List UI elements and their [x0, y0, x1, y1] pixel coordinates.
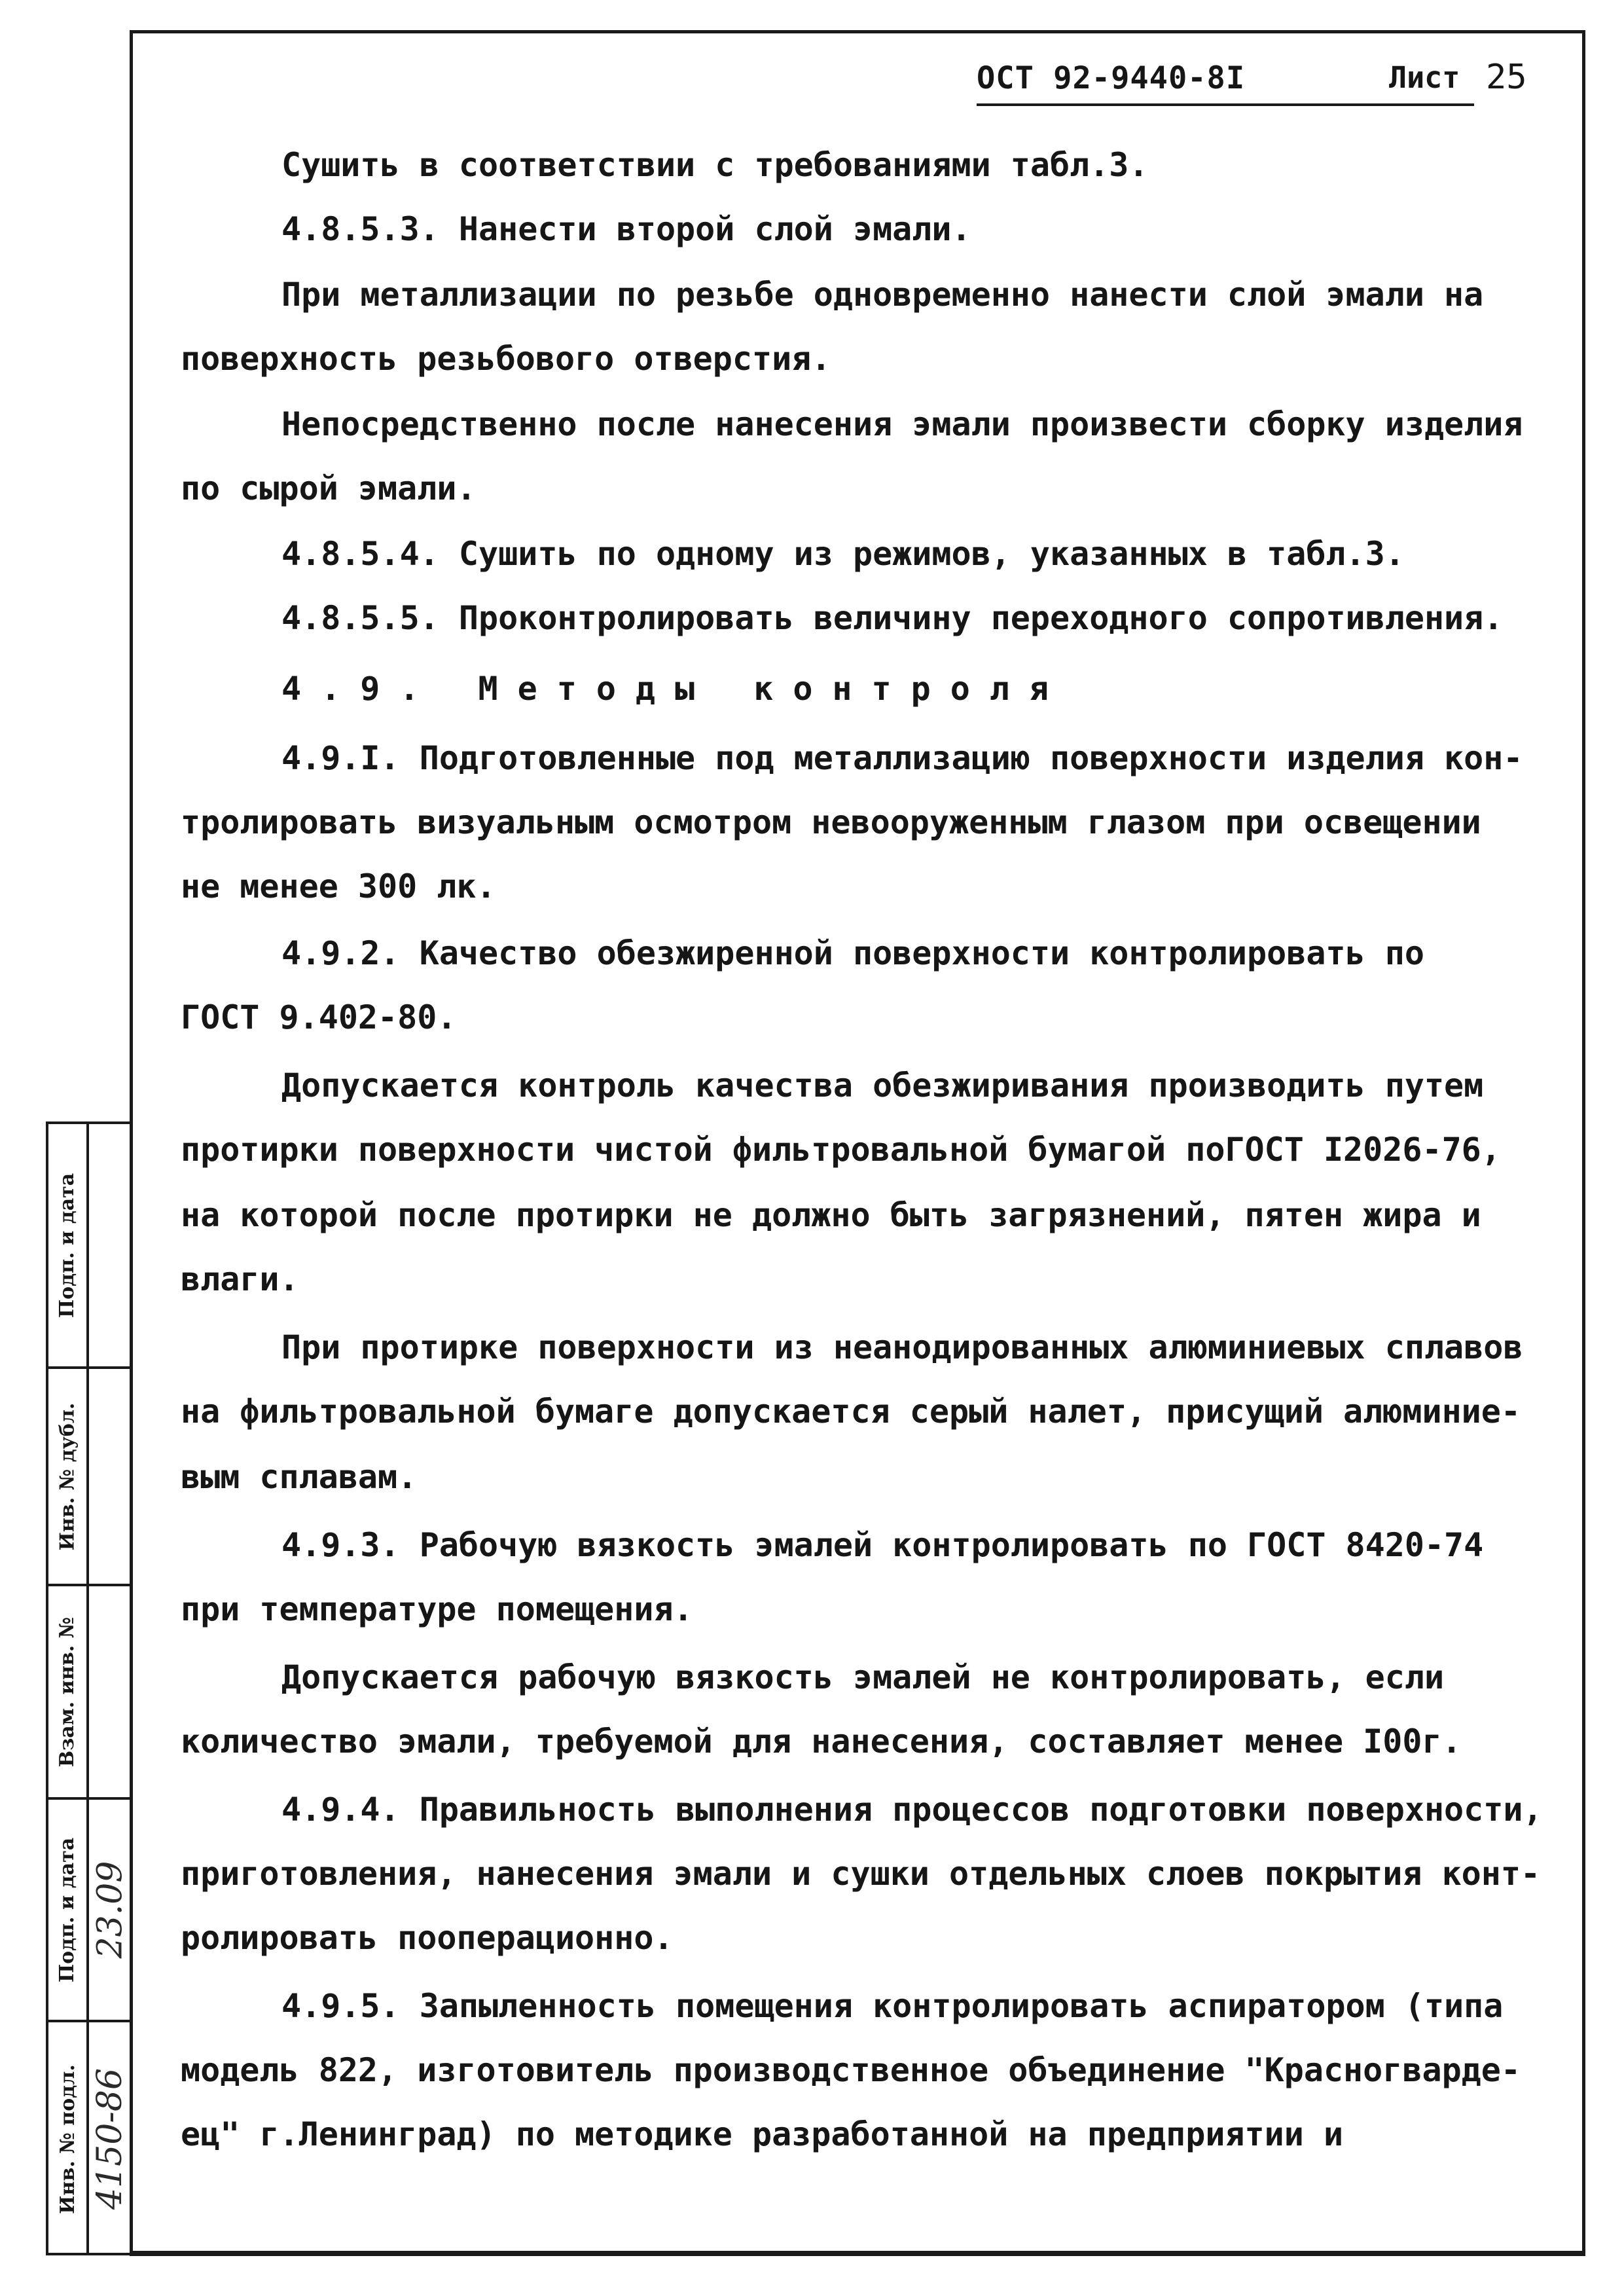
text-line: поверхность резьбового отверстия.	[181, 340, 831, 378]
text-line: 4.9.2. Качество обезжиренной поверхности контролировать по	[281, 934, 1424, 972]
stamp-podp-data-2-value	[89, 1800, 131, 2020]
standard-code: ОСТ 92-9440-8I	[977, 60, 1246, 96]
stamp-inv-dubl-label: Инв. № дубл.	[56, 1402, 79, 1550]
text-line: приготовления, нанесения эмали и сушки отдельных слоев покрытия конт-	[181, 1855, 1541, 1893]
text-line: 4.9.I. Подготовленные под металлизацию поверхности изделия кон-	[281, 739, 1523, 777]
header-underline	[977, 103, 1474, 106]
text-line: на фильтровальной бумаге допускается серый налет, присущий алюминие-	[181, 1393, 1521, 1430]
stamp-podp-data-1-label: Подп. и дата	[56, 1173, 79, 1318]
text-line: 4.8.5.5. Проконтролировать величину переходного сопротивления.	[281, 599, 1504, 637]
stamp-podp-data-2-handwriting: 23.09	[90, 1861, 130, 1959]
text-line: Сушить в соответствии с требованиями табл.3.	[281, 146, 1149, 184]
stamp-vzam-inv	[48, 1586, 86, 1797]
text-line: Допускается рабочую вязкость эмалей не контролировать, если	[281, 1658, 1445, 1696]
side-stamp	[46, 1121, 131, 2255]
text-line: 4.8.5.4. Сушить по одному из режимов, указанных в табл.3.	[281, 535, 1405, 573]
text-line: по сырой эмали.	[181, 469, 477, 507]
text-line: ролировать пооперационно.	[181, 1919, 674, 1957]
stamp-inv-podl	[48, 2022, 86, 2255]
stamp-vzam-inv-label: Взам. инв. №	[56, 1616, 79, 1767]
text-line: протирки поверхности чистой фильтровальной бумагой поГОСТ I2026-76,	[181, 1131, 1501, 1169]
text-line: При металлизации по резьбе одновременно нанести слой эмали на	[281, 276, 1484, 314]
text-line: тролировать визуальным осмотром невооруженным глазом при освещении	[181, 803, 1481, 841]
section-heading: 4.9. Методы контроля	[281, 670, 1069, 708]
text-line: ец" г.Ленинград) по методике разработанной на предприятии и	[181, 2115, 1344, 2153]
text-line: 4.9.4. Правильность выполнения процессов подготовки поверхности,	[281, 1791, 1543, 1829]
text-line: 4.9.3. Рабочую вязкость эмалей контролировать по ГОСТ 8420-74	[281, 1526, 1484, 1564]
text-line: на которой после протирки не должно быть загрязнений, пятен жира и	[181, 1196, 1481, 1234]
text-line: 4.9.5. Запыленность помещения контролировать аспиратором (типа	[281, 1987, 1504, 2025]
stamp-podp-data-1	[48, 1124, 86, 1366]
text-line: вым сплавам.	[181, 1458, 418, 1496]
text-line: модель 822, изготовитель производственное объединение "Красногварде-	[181, 2051, 1521, 2089]
stamp-inv-podl-label: Инв. № подл.	[56, 2064, 79, 2214]
text-line: Допускается контроль качества обезжиривания производить путем	[281, 1066, 1484, 1104]
text-line: не менее 300 лк.	[181, 867, 496, 905]
text-line: влаги.	[181, 1260, 299, 1298]
text-line: ГОСТ 9.402-80.	[181, 998, 457, 1036]
text-line: количество эмали, требуемой для нанесения, составляет менее I00г.	[181, 1722, 1462, 1760]
stamp-inv-podl-handwriting: 4150-86	[90, 2068, 130, 2210]
text-line: При протирке поверхности из неанодированных алюминиевых сплавов	[281, 1328, 1523, 1366]
stamp-podp-data-2-label: Подп. и дата	[56, 1837, 79, 1982]
stamp-inv-podl-value	[89, 2022, 131, 2255]
text-line: Непосредственно после нанесения эмали произвести сборку изделия	[281, 405, 1523, 443]
sheet-number: 25	[1486, 58, 1527, 97]
text-line: при температуре помещения.	[181, 1590, 693, 1628]
stamp-podp-data-2	[48, 1800, 86, 2020]
sheet-label: Лист	[1389, 60, 1460, 95]
text-line: 4.8.5.3. Нанести второй слой эмали.	[281, 210, 971, 248]
stamp-inv-dubl	[48, 1369, 86, 1584]
